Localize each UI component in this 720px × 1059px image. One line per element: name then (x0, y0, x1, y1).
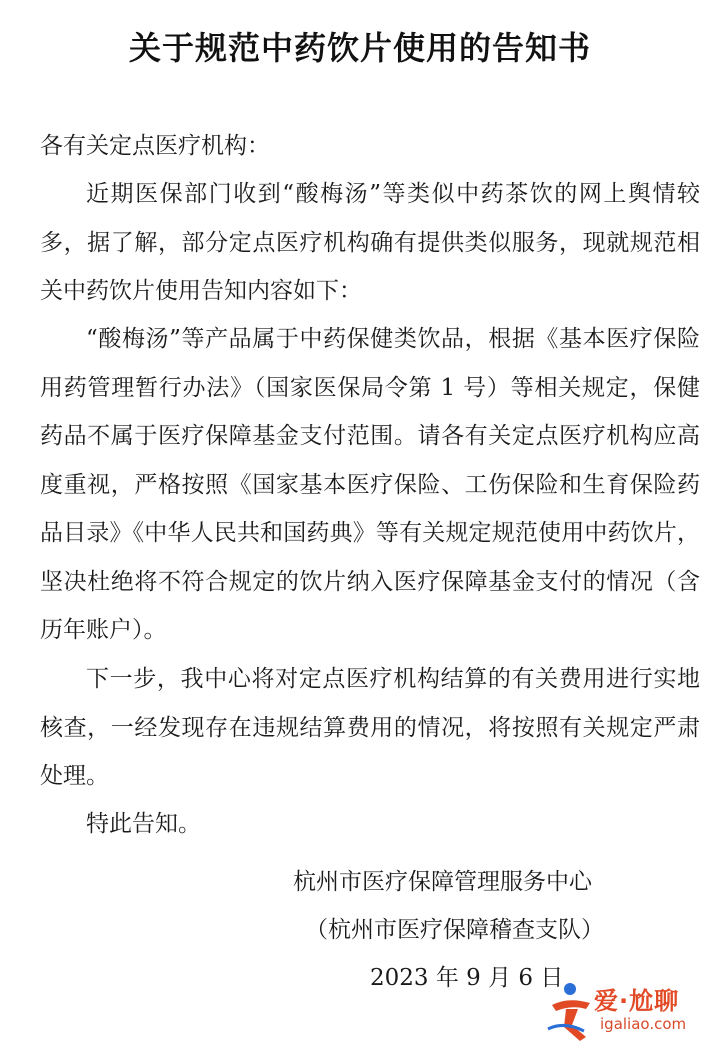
signature-organization: 杭州市医疗保障管理服务中心 (293, 869, 592, 895)
paragraph-regulation: “酸梅汤”等产品属于中药保健类饮品，根据《基本医疗保险用药管理暂行办法》（国家医保局令第 1 号）等相关规定，保健药品不属于医疗保障基金支付范围。请各有关定点医疗机构应高度重视，严格按照《国家基本医疗保险、工伤保险和生育保险药品目录》《中华人民共和国药典》等有关规定规范使用中药饮片，坚决杜绝将不符合规定的饮片纳入医疗保障基金支付的情况（含历年账户）。 (40, 326, 700, 643)
paragraph-next-step: 下一步，我中心将对定点医疗机构结算的有关费用进行实地核查，一经发现存在违规结算费用的情况，将按照有关规定严肃处理。 (40, 666, 700, 789)
signature-date: 2023 年 9 月 6 日 (370, 965, 564, 991)
paragraph-intro: 近期医保部门收到“酸梅汤”等类似中药茶饮的网上舆情较多，据了解，部分定点医疗机构确有提供类似服务，现就规范相关中药饮片使用告知内容如下： (40, 181, 700, 304)
watermark-logo (546, 979, 706, 1045)
signature-sub-organization: （杭州市医疗保障稽查支队） (305, 917, 604, 943)
watermark-brand: 爱·尬聊 (594, 987, 680, 1015)
document-title: 关于规范中药饮片使用的告知书 (128, 29, 591, 67)
salutation: 各有关定点医疗机构： (40, 133, 270, 159)
watermark-url: igaliao.com (600, 1015, 687, 1033)
paragraph-closing: 特此告知。 (86, 811, 201, 837)
